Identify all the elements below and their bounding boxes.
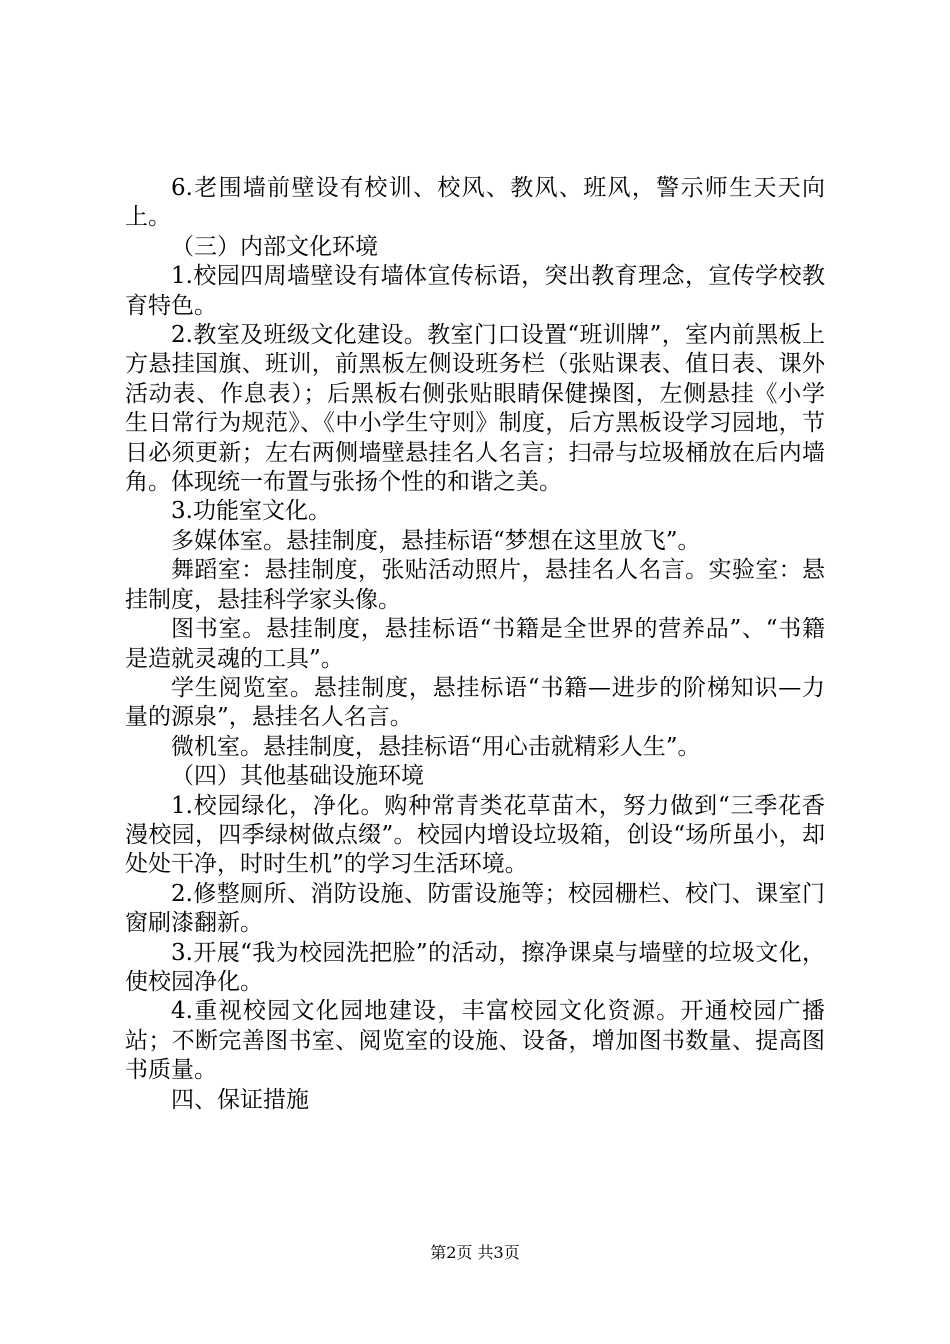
paragraph-computer-room: 微机室。悬挂制度，悬挂标语“用心击就精彩人生”。 [171,733,701,760]
paragraph-item-1-greening: 1.校园绿化，净化。购种常青类花草苗木，努力做到“三季花香漫校园，四季绿树做点缀”。校园内增设垃圾箱，创设“场所虽小，却处处干净，时时生机”的学习生活环境。 [125,792,825,878]
page-number-footer: 第2页 共3页 [430,1243,520,1262]
paragraph-item-2-renovation: 2.修整厕所、消防设施、防雷设施等；校园栅栏、校门、课室门窗刷漆翻新。 [125,880,825,937]
document-body [125,174,825,1115]
section-heading-infrastructure: （四）其他基础设施环境 [171,763,424,790]
paragraph-library: 图书室。悬挂制度，悬挂标语“书籍是全世界的营养品”、“书籍是造就灵魂的工具”。 [125,616,825,672]
paragraph-reading-room: 学生阅览室。悬挂制度，悬挂标语“书籍—进步的阶梯知识—力量的源泉”，悬挂名人名言。 [125,674,825,731]
paragraph-item-4-culture-garden: 4.重视校园文化园地建设，丰富校园文化资源。开通校园广播站；不断完善图书室、阅览室的设施、设备，增加图书数量、提高图书质量。 [125,998,825,1084]
paragraph-multimedia-room: 多媒体室。悬挂制度，悬挂标语“梦想在这里放飞”。 [171,527,701,554]
section-heading-guarantee-measures: 四、保证措施 [171,1086,309,1113]
paragraph-item-1-wall-slogans: 1.校园四周墙壁设有墙体宣传标语，突出教育理念，宣传学校教育特色。 [125,263,825,319]
paragraph-item-3-cleaning-activity: 3.开展“我为校园洗把脸”的活动，擦净课桌与墙壁的垃圾文化，使校园净化。 [125,939,825,995]
section-heading-internal-culture: （三）内部文化环境 [171,233,378,260]
paragraph-item-2-classroom-culture: 2.教室及班级文化建设。教室门口设置“班训牌”，室内前黑板上方悬挂国旗、班训，前黑板左侧设班务栏（张贴课表、值日表、课外活动表、作息表）；后黑板右侧张贴眼睛保健操图，左侧悬挂《小学生日常行为规范》、《中小学生守则》制度，后方黑板设学习园地，节日必须更新；左右两侧墙壁悬挂名人名言；扫帚与垃圾桶放在后内墙角。体现统一布置与张扬个性的和谐之美。 [125,322,825,496]
paragraph-item-3-function-rooms: 3.功能室文化。 [171,498,331,525]
paragraph-dance-room: 舞蹈室：悬挂制度，张贴活动照片，悬挂名人名言。实验室：悬挂制度，悬挂科学家头像。 [125,557,825,613]
paragraph-item-6-old-wall: 6.老围墙前壁设有校训、校风、教风、班风，警示师生天天向上。 [125,175,825,231]
